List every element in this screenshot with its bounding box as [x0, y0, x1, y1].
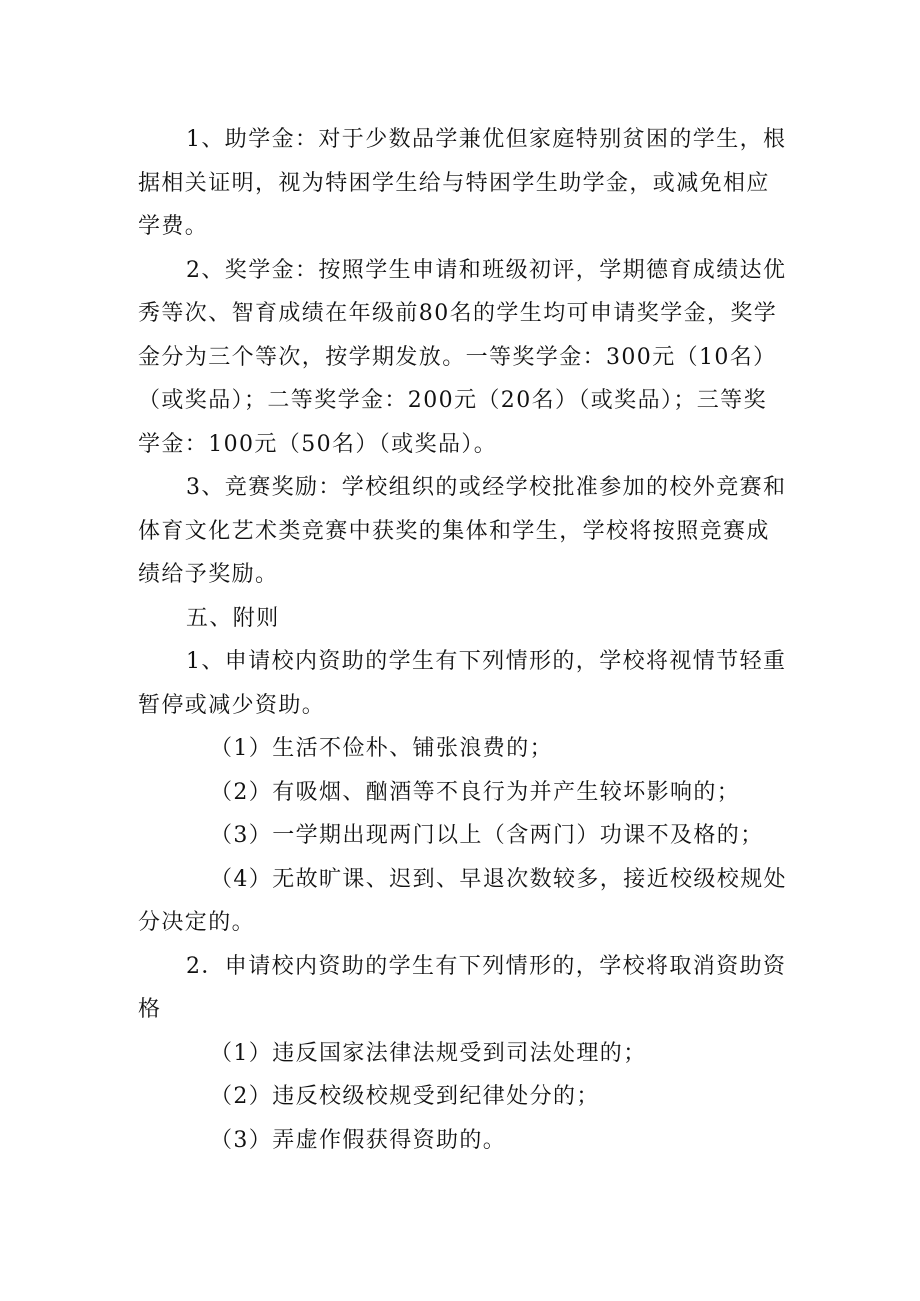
list-item-cancel-1: （1）违反国家法律法规受到司法处理的；: [210, 1040, 647, 1066]
list-item-reduce-4: （4）无故旷课、迟到、早退次数较多，接近校级校规处分决定的。: [138, 866, 787, 935]
list-item-reduce-1: （1）生活不俭朴、铺张浪费的；: [210, 736, 553, 761]
paragraph-scholarship: 2、奖学金：按照学生申请和班级初评，学期德育成绩达优秀等次、智育成绩在年级前80名的学生均可申请奖学金，奖学金分为三个等次，按学期发放。一等奖学金：300元（10名）（或奖品）；二等奖学金：200元（20名）（或奖品）；三等奖学金：100元（50名）（或奖品）。: [138, 257, 787, 457]
paragraph-reduce-aid: 1、申请校内资助的学生有下列情形的，学校将视情节轻重暂停或减少资助。: [138, 649, 787, 718]
list-item-cancel-2: （2）违反校级校规受到纪律处分的；: [210, 1084, 600, 1109]
paragraph-competition-award: 3、竞赛奖励：学校组织的或经学校批准参加的校外竞赛和体育文化艺术类竞赛中获奖的集体和学生，学校将按照竞赛成绩给予奖励。: [138, 475, 787, 587]
list-item-reduce-3: （3）一学期出现两门以上（含两门）功课不及格的；: [210, 823, 764, 848]
paragraph-stipend: 1、助学金：对于少数品学兼优但家庭特别贫困的学生，根据相关证明，视为特困学生给与特困学生助学金，或减免相应学费。: [138, 127, 787, 239]
paragraph-cancel-aid: 2．申请校内资助的学生有下列情形的，学校将取消资助资格: [138, 953, 787, 1022]
section-heading-appendix: 五、附则: [186, 605, 280, 631]
list-item-cancel-3: （3）弄虚作假获得资助的。: [210, 1127, 507, 1153]
list-item-reduce-2: （2）有吸烟、酗酒等不良行为并产生较坏影响的；: [210, 779, 741, 805]
